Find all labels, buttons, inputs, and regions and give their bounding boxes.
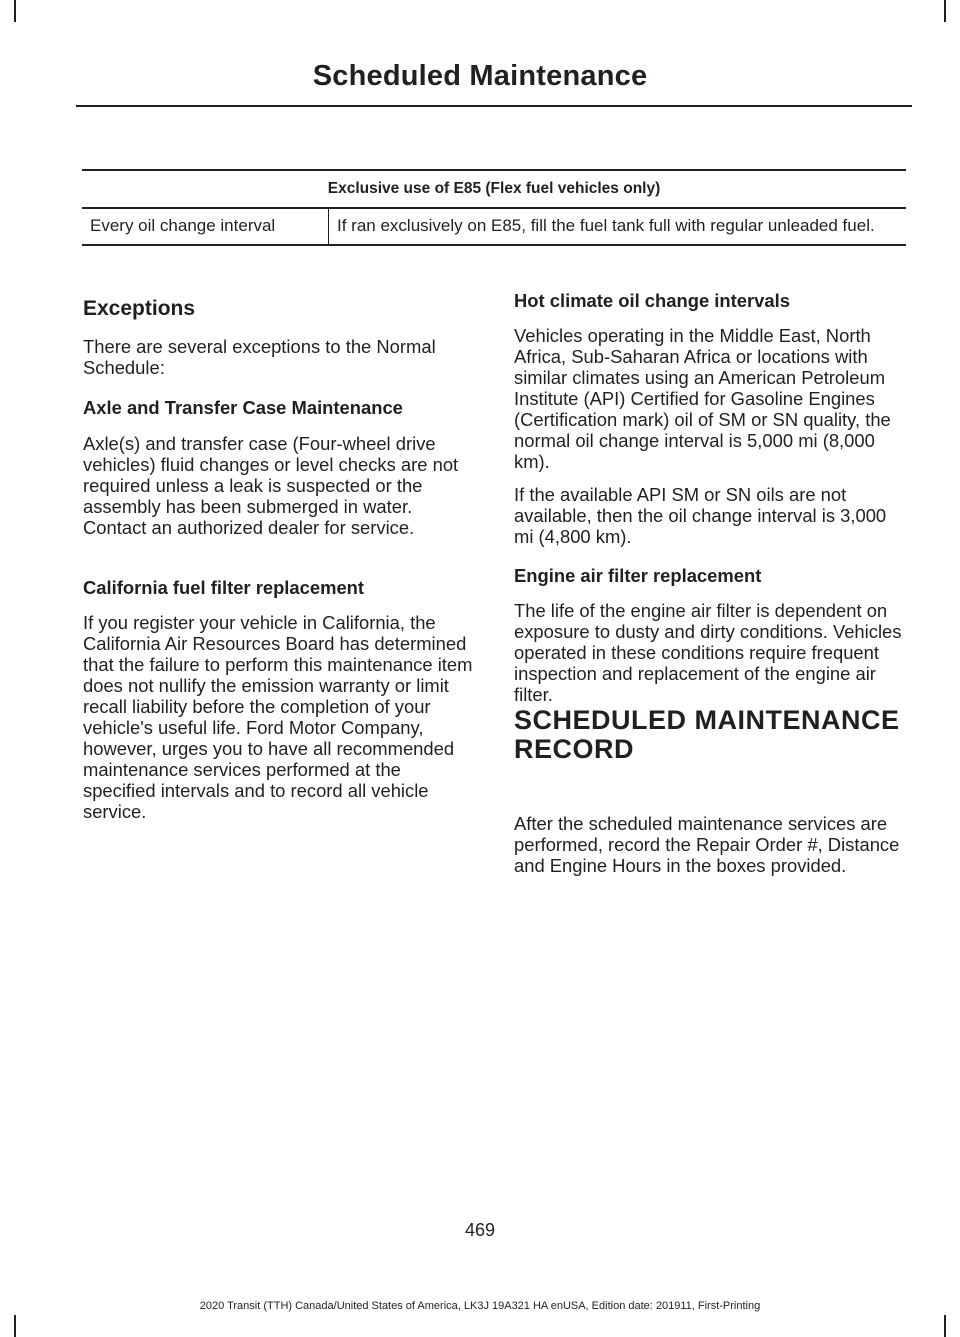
table-row — [82, 208, 906, 245]
hot-climate-text: Vehicles operating in the Middle East, North Africa, Sub-Saharan Africa or locations with similar climates using an American Petroleum Institute (API) Certified for Gasoline Engines (Certification mark) oil of SM or SN quality, the normal oil change interval is 5,000 mi (8,000 km). — [514, 325, 891, 472]
page-title: Scheduled Maintenance — [312, 60, 648, 92]
record-text: After the scheduled maintenance services are performed, record the Repair Order #, Distance and Engine Hours in the boxes provided. — [514, 813, 900, 876]
page-number: 469 — [464, 1220, 496, 1240]
table-title: Exclusive use of E85 (Flex fuel vehicles only) — [82, 170, 906, 208]
california-text: If you register your vehicle in California, the California Air Resources Board has determined that the failure to perform this maintenance item does not nullify the emission warranty or limit recall liability before the completion of your vehicle's useful life. Ford Motor Company, however, urges you to have all recommended maintenance services performed at the specified intervals and to record all vehicle service. — [83, 612, 473, 822]
table-cell-interval: Every oil change interval — [82, 208, 329, 245]
e85-table — [82, 169, 906, 246]
air-filter-text: The life of the engine air filter is dependent on exposure to dusty and dirty conditions. Vehicles operated in these conditions require frequent inspection and replacement of the engine air filter. — [514, 600, 902, 705]
california-heading: California fuel filter replacement — [83, 577, 365, 598]
crop-mark-top-left — [14, 0, 16, 22]
table-header-row — [82, 170, 906, 208]
footer-text: 2020 Transit (TTH) Canada/United States of America, LK3J 19A321 HA enUSA, Edition date: 201911, First-Printing — [199, 1300, 761, 1312]
exceptions-heading: Exceptions — [83, 297, 196, 320]
crop-mark-bottom-right — [944, 1315, 946, 1337]
crop-mark-bottom-left — [14, 1315, 16, 1337]
table-cell-action: If ran exclusively on E85, fill the fuel tank full with regular unleaded fuel. — [329, 208, 907, 245]
hot-climate-heading: Hot climate oil change intervals — [514, 290, 790, 311]
record-heading-line1: SCHEDULED MAINTENANCE — [514, 705, 900, 735]
axle-heading: Axle and Transfer Case Maintenance — [83, 397, 403, 418]
title-rule — [76, 105, 912, 107]
crop-mark-top-right — [944, 0, 946, 22]
axle-text: Axle(s) and transfer case (Four-wheel drive vehicles) fluid changes or level checks are not required unless a leak is suspected or the assembly has been submerged in water. Contact an authorized dealer for service. — [83, 433, 459, 538]
exceptions-intro: There are several exceptions to the Normal Schedule: — [83, 336, 436, 378]
api-text: If the available API SM or SN oils are not available, then the oil change interval is 3,000 mi (4,800 km). — [514, 484, 887, 547]
record-heading-line2: RECORD — [514, 734, 635, 764]
air-filter-heading: Engine air filter replacement — [514, 565, 762, 586]
